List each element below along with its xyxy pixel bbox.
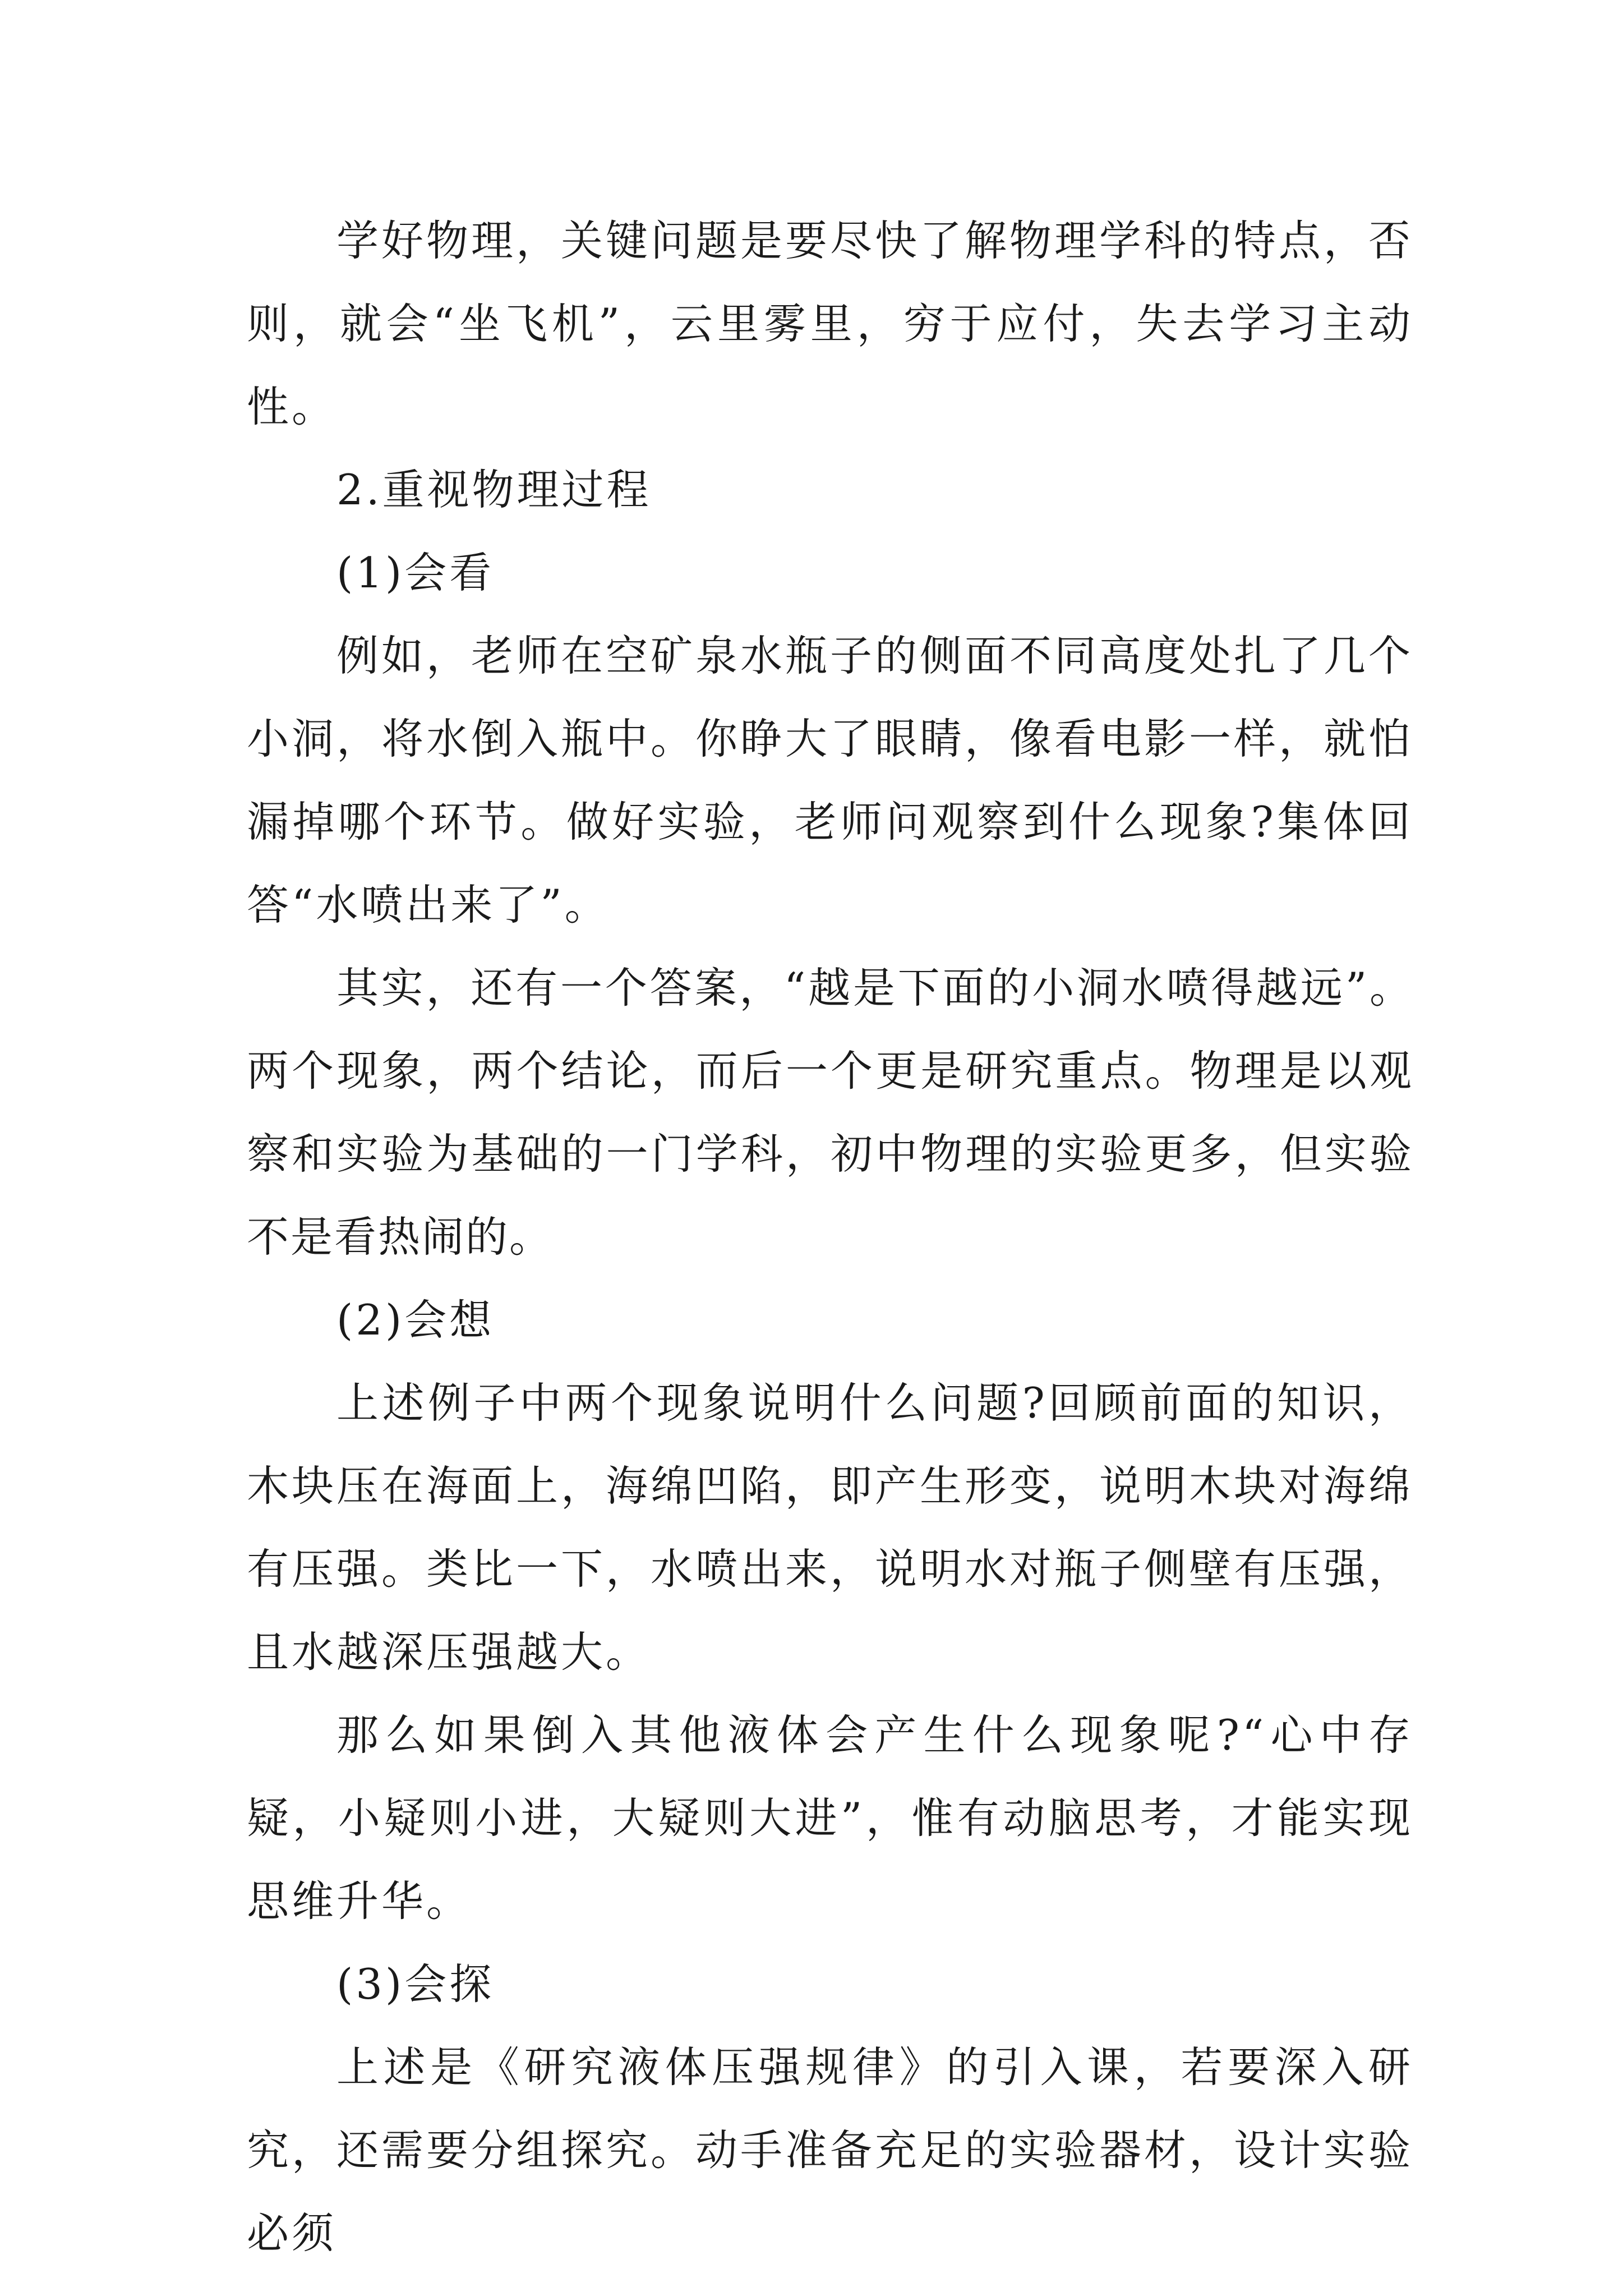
subheading-think: (2)会想 — [336, 1295, 495, 1345]
paragraph-two-phenomena: 其实，还有一个答案，“越是下面的小洞水喷得越远”。两个现象，两个结论，而后一个更是研究重点。物理是以观察和实验为基础的一门学科，初中物理的实验更多，但实验不是看热闹的。 — [247, 963, 1413, 1262]
subheading-explore: (3)会探 — [336, 1959, 495, 2009]
paragraph-group-exploration: 上述是《研究液体压强规律》的引入课，若要深入研究，还需要分组探究。动手准备充足的实验器材，设计实验必须 — [247, 2042, 1414, 2258]
paragraph-physics-features: 学好物理，关键问题是要尽快了解物理学科的特点，否则，就会“坐飞机”，云里雾里，穷于应付，失去学习主动性。 — [247, 216, 1414, 431]
subheading-observe: (1)会看 — [336, 548, 495, 597]
paragraph-pressure-analogy: 上述例子中两个现象说明什么问题?回顾前面的知识，木块压在海面上，海绵凹陷，即产生形变，说明木块对海绵有压强。类比一下，水喷出来，说明水对瓶子侧壁有压强，且水越深压强越大。 — [247, 1378, 1414, 1677]
paragraph-bottle-experiment: 例如，老师在空矿泉水瓶子的侧面不同高度处扎了几个小洞，将水倒入瓶中。你睁大了眼睛，像看电影一样，就怕漏掉哪个环节。做好实验，老师问观察到什么现象?集体回答“水喷出来了”。 — [247, 631, 1414, 930]
document-body — [247, 199, 1413, 2275]
paragraph-other-liquids: 那么如果倒入其他液体会产生什么现象呢?“心中存疑，小疑则小进，大疑则大进”，惟有动脑思考，才能实现思维升华。 — [247, 1710, 1413, 1926]
section-heading-physics-process: 2.重视物理过程 — [336, 465, 652, 514]
